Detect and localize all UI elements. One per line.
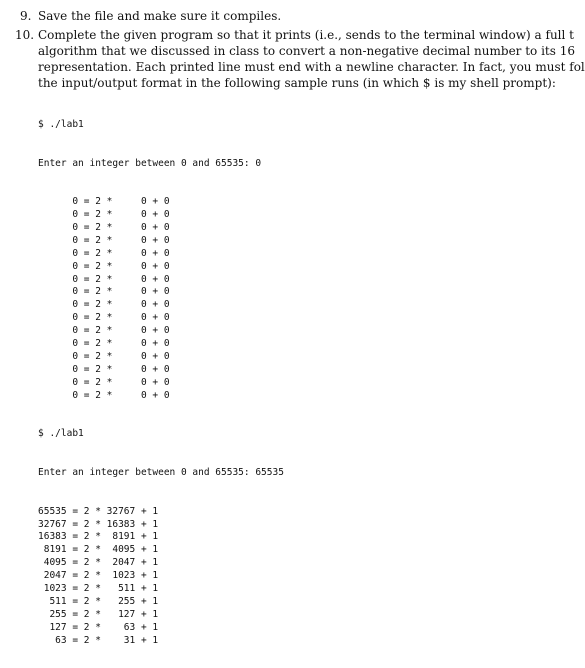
output-row	[38, 609, 284, 622]
output-row-text: 0 = 2 * 0 + 0	[72, 312, 170, 324]
output-row-text: 65535 = 2 * 32767 + 1	[38, 505, 159, 517]
output-row-text: 16383 = 2 * 8191 + 1	[38, 531, 159, 543]
row-indent	[38, 364, 72, 375]
output-row	[38, 377, 284, 390]
input-prompt-line: Enter an integer between 0 and 65535: 65535	[38, 466, 284, 478]
output-row	[38, 351, 284, 364]
output-row-text: 0 = 2 * 0 + 0	[72, 299, 170, 311]
output-row	[38, 235, 284, 248]
output-row	[38, 299, 284, 312]
row-indent	[38, 196, 72, 207]
paragraph-line: the input/output format in the following sample runs (in which $ is my shell prompt):	[38, 76, 556, 90]
output-row-text: 32767 = 2 * 16383 + 1	[38, 518, 159, 530]
row-indent	[38, 377, 72, 388]
output-row	[38, 519, 284, 532]
output-row	[38, 570, 284, 583]
output-row-text: 0 = 2 * 0 + 0	[72, 247, 170, 259]
output-row	[38, 596, 284, 609]
paragraph-line: algorithm that we discussed in class to convert a non-negative decimal number to its 16	[38, 44, 575, 58]
paragraph-line-text: Complete the given program so that it prints (i.e., sends to the terminal window) a full t	[38, 28, 574, 42]
output-row	[38, 325, 284, 338]
output-row-text: 255 = 2 * 127 + 1	[38, 608, 159, 620]
output-row	[38, 196, 284, 209]
output-row	[38, 583, 284, 596]
paragraph-line	[15, 27, 574, 43]
output-row	[38, 506, 284, 519]
shell-command-line: $ ./lab1	[38, 428, 84, 440]
output-row-text: 0 = 2 * 0 + 0	[72, 209, 170, 221]
output-row-text: 0 = 2 * 0 + 0	[72, 273, 170, 285]
row-indent	[38, 338, 72, 349]
output-row-text: 0 = 2 * 0 + 0	[72, 376, 170, 388]
output-row	[38, 634, 284, 646]
output-row-text: 1023 = 2 * 511 + 1	[38, 583, 159, 595]
output-row-text: 4095 = 2 * 2047 + 1	[38, 557, 159, 569]
output-row-text: 0 = 2 * 0 + 0	[72, 196, 170, 208]
output-row	[38, 222, 284, 235]
row-indent	[38, 209, 72, 220]
paragraph-line: representation. Each printed line must end with a newline character. In fact, you must fol	[38, 60, 585, 74]
run2-output	[38, 505, 284, 646]
row-indent	[38, 222, 72, 233]
output-row-text: 8191 = 2 * 4095 + 1	[38, 544, 159, 556]
input-prompt-line: Enter an integer between 0 and 65535: 0	[38, 157, 262, 169]
output-row	[38, 544, 284, 557]
output-row-text: 2047 = 2 * 1023 + 1	[38, 570, 159, 582]
row-indent	[38, 351, 72, 362]
output-row-text: 0 = 2 * 0 + 0	[72, 325, 170, 337]
output-row	[38, 312, 284, 325]
list-number-10: 10.	[15, 28, 35, 42]
output-row-text: 0 = 2 * 0 + 0	[72, 350, 170, 362]
output-row-text: 0 = 2 * 0 + 0	[72, 389, 170, 401]
sample-runs-code-block	[38, 93, 284, 668]
row-indent	[38, 235, 72, 246]
output-row-text: 0 = 2 * 0 + 0	[72, 338, 170, 350]
output-row	[38, 248, 284, 261]
output-row	[38, 531, 284, 544]
output-row	[38, 274, 284, 287]
list-item-9	[20, 8, 281, 24]
run1-output	[38, 196, 284, 402]
output-row-text: 0 = 2 * 0 + 0	[72, 260, 170, 272]
output-row-text: 0 = 2 * 0 + 0	[72, 222, 170, 233]
list-item-10	[15, 27, 585, 91]
output-row-text: 511 = 2 * 255 + 1	[38, 595, 159, 607]
output-row	[38, 622, 284, 635]
output-row-text: 0 = 2 * 0 + 0	[72, 286, 170, 298]
row-indent	[38, 261, 72, 272]
output-row-text: 0 = 2 * 0 + 0	[72, 363, 170, 375]
output-row	[38, 364, 284, 377]
list-text-9: Save the file and make sure it compiles.	[38, 9, 282, 23]
row-indent	[38, 325, 72, 336]
output-row-text: 127 = 2 * 63 + 1	[38, 621, 159, 633]
output-row	[38, 209, 284, 222]
row-indent	[38, 312, 72, 323]
row-indent	[38, 390, 72, 401]
output-row-text: 63 = 2 * 31 + 1	[38, 634, 159, 646]
output-row	[38, 338, 284, 351]
list-number-9: 9.	[20, 9, 32, 23]
shell-command-line: $ ./lab1	[38, 118, 84, 130]
row-indent	[38, 274, 72, 285]
row-indent	[38, 299, 72, 310]
row-indent	[38, 248, 72, 259]
output-row	[38, 390, 284, 403]
output-row	[38, 261, 284, 274]
output-row	[38, 286, 284, 299]
output-row-text: 0 = 2 * 0 + 0	[72, 234, 170, 246]
output-row	[38, 557, 284, 570]
row-indent	[38, 286, 72, 297]
